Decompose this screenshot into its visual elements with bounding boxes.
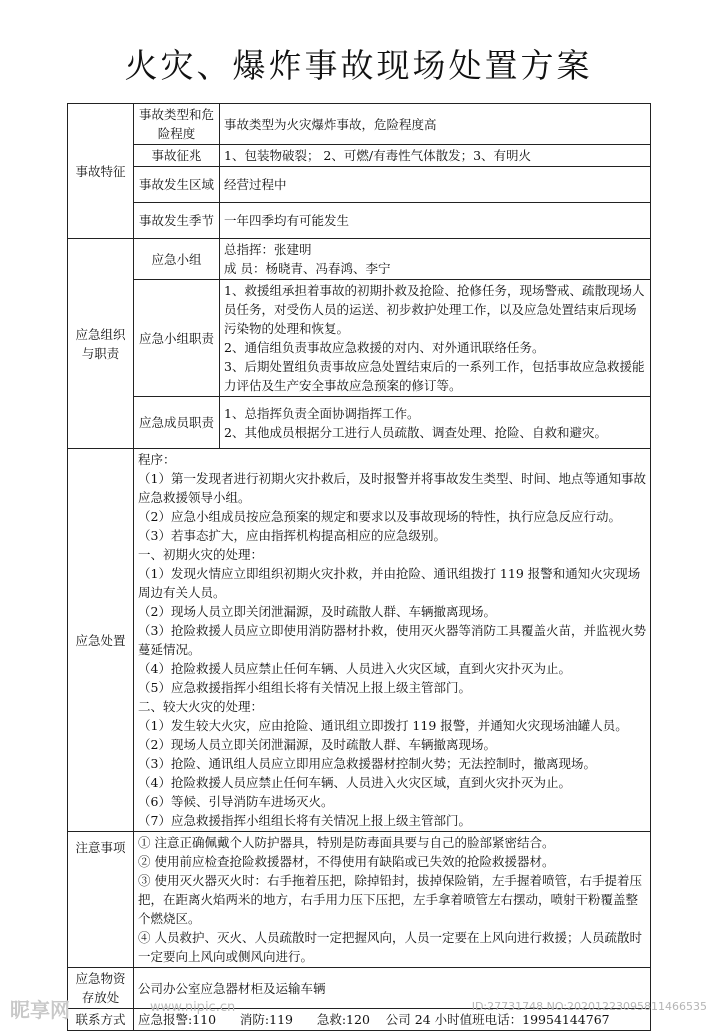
duty-line: 1、救援组承担着事故的初期扑救及抢险、抢修任务，现场警戒、疏散现场人员任务，对受伤人员的运送、初步救护处理工作，以及应急处置结束后现场污染物的处理和恢复。 [224, 283, 645, 336]
page-title: 火灾、爆炸事故现场处置方案 [124, 46, 593, 85]
contact-category: 联系方式 [68, 1009, 134, 1031]
disposal-value [134, 449, 651, 832]
note-line: ④ 人员救护、灭火、人员疏散时一定把握风向，人员一定要在上风向进行救援；人员疏散时一定要向上风向或侧风向进行。 [138, 930, 642, 964]
disposal-line: （3）抢险救援人员应立即使用消防器材扑救，使用灭火器等消防工具覆盖火苗，并监视火势蔓延情况。 [138, 623, 646, 657]
feature-label: 事故征兆 [134, 145, 220, 167]
supplies-category: 应急物资存放处 [68, 968, 134, 1009]
duty-value [220, 280, 651, 397]
disposal-line: 一、初期火灾的处理： [138, 547, 264, 562]
disposal-line: （5）应急救援指挥小组组长将有关情况上报上级主管部门。 [138, 680, 471, 695]
supplies-value: 公司办公室应急器材柜及运输车辆 [134, 968, 651, 1009]
duty-line: 2、通信组负责事故应急救援的对内、对外通讯联络任务。 [224, 340, 545, 355]
disposal-line: （3）抢险、通讯组人员应立即用应急救援器材控制火势；无法控制时，撤离现场。 [138, 756, 596, 771]
group-line: 成 员：杨晓青、冯春鸿、李宁 [224, 261, 391, 276]
contact-value: 应急报警:110 消防:119 急救:120 公司 24 小时值班电话：19954144767 [134, 1009, 651, 1031]
duty-label: 应急小组职责 [134, 280, 220, 397]
disposal-line: （4）抢险救援人员应禁止任何车辆、人员进入火灾区域，直到火灾扑灭为止。 [138, 775, 571, 790]
member-label: 应急成员职责 [134, 397, 220, 449]
disposal-line: （6）等候、引导消防车进场灭火。 [138, 794, 334, 809]
disposal-line: （2）现场人员立即关闭泄漏源，及时疏散人群、车辆撤离现场。 [138, 737, 496, 752]
feature-label: 事故类型和危险程度 [134, 104, 220, 145]
disposal-line: （2）应急小组成员按应急预案的规定和要求以及事故现场的特性，执行应急反应行动。 [138, 509, 621, 524]
disposal-line: （1）第一发现者进行初期火灾扑救后，及时报警并将事故发生类型、时间、地点等通知事故应急救援领导小组。 [138, 471, 646, 505]
watermark-bar [0, 992, 717, 1024]
group-value [220, 239, 651, 280]
features-category: 事故特征 [68, 104, 134, 239]
disposal-line: （1）发生较大火灾，应由抢险、通讯组立即拨打 119 报警，并通知火灾现场油罐人员。 [138, 718, 628, 733]
watermark-id: ID:27731748 NO:20201223095811466535 [471, 1000, 707, 1013]
member-line: 2、其他成员根据分工进行人员疏散、调查处理、抢险、自救和避灾。 [224, 424, 607, 440]
feature-label: 事故发生区域 [134, 167, 220, 203]
disposal-line: （7）应急救援指挥小组组长将有关情况上报上级主管部门。 [138, 813, 471, 828]
plan-table [67, 103, 651, 1031]
disposal-category: 应急处置 [68, 449, 134, 832]
feature-label: 事故发生季节 [134, 203, 220, 239]
duty-line: 3、后期处置组负责事故应急处置结束后的一系列工作，包括事故应急救援能力评估及生产安全事故应急预案的修订等。 [224, 359, 645, 393]
notes-category: 注意事项 [68, 832, 134, 968]
notes-value [134, 832, 651, 968]
note-line: ③ 使用灭火器灭火时：右手拖着压把，除掉铅封，拔掉保险销，左手握着喷管，右手提着压把，在距离火焰两米的地方，右手用力压下压把，左手拿着喷管左右摆动，喷射干粉覆盖整个燃烧区。 [138, 873, 642, 926]
disposal-line: 程序： [138, 452, 176, 467]
member-value [220, 397, 651, 449]
group-line: 总指挥：张建明 [224, 242, 312, 257]
disposal-line: （3）若事态扩大，应由指挥机构提高相应的应急级别。 [138, 528, 446, 543]
watermark-url: www.nipic.cn [150, 1000, 236, 1015]
watermark-logo: 昵享网 [10, 998, 70, 1022]
disposal-line: 二、较大火灾的处理： [138, 699, 264, 714]
organization-category: 应急组织与职责 [68, 239, 134, 449]
disposal-line: （2）现场人员立即关闭泄漏源，及时疏散人群、车辆撤离现场。 [138, 604, 496, 619]
feature-value: 1、包装物破裂； 2、可燃/有毒性气体散发；3、有明火 [220, 145, 651, 167]
feature-value: 一年四季均有可能发生 [220, 203, 651, 239]
disposal-line: （1）发现火情应立即组织初期火灾扑救，并由抢险、通讯组拨打 119 报警和通知火灾现场周边有关人员。 [138, 566, 641, 600]
feature-value: 经营过程中 [220, 167, 651, 203]
note-line: ① 注意正确佩戴个人防护器具，特别是防毒面具要与自己的脸部紧密结合。 [138, 835, 555, 850]
feature-value: 事故类型为火灾爆炸事故，危险程度高 [220, 104, 651, 145]
note-line: ② 使用前应检查抢险救援器材，不得使用有缺陷或已失效的抢险救援器材。 [138, 854, 555, 869]
disposal-line: （4）抢险救援人员应禁止任何车辆、人员进入火灾区域，直到火灾扑灭为止。 [138, 661, 571, 676]
member-line: 1、总指挥负责全面协调指挥工作。 [224, 405, 420, 421]
group-label: 应急小组 [134, 239, 220, 280]
